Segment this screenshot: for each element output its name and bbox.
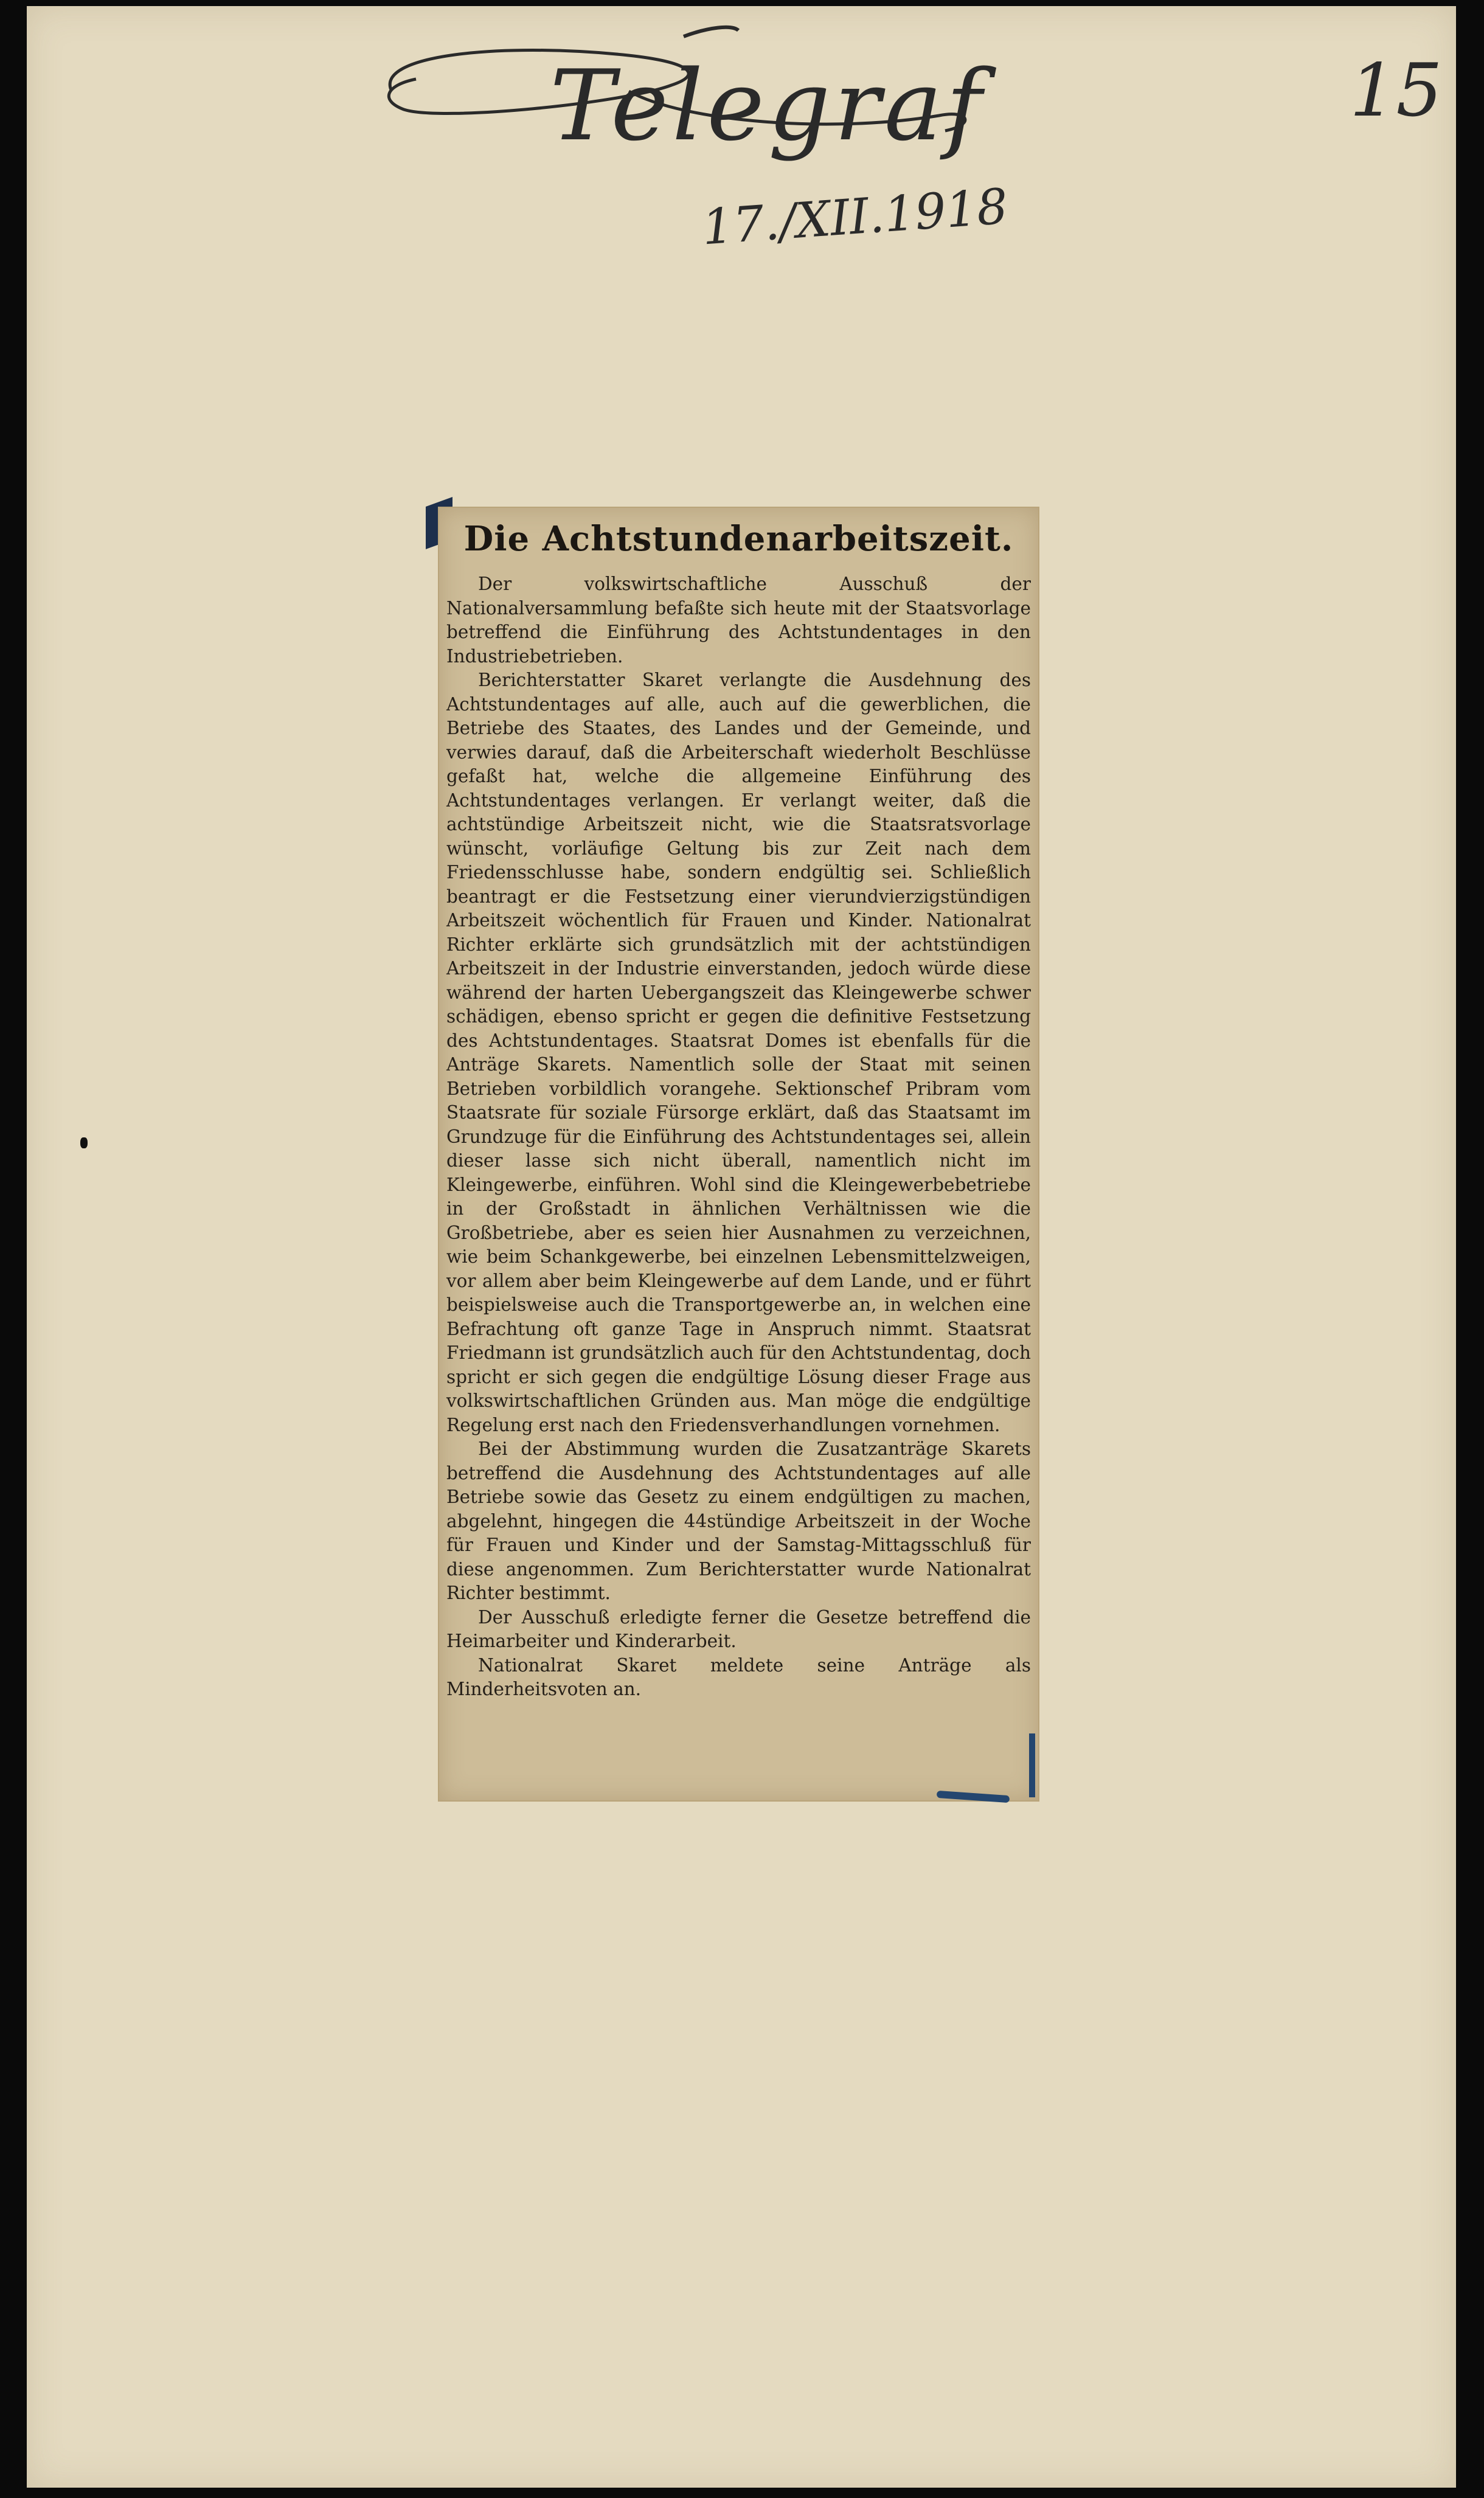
clipping-headline: Die Achtstundenarbeitszeit. xyxy=(463,519,1014,559)
article-paragraph: Nationalrat Skaret meldete seine Anträge als Minderheitsvoten an. xyxy=(446,1654,1031,1699)
article-paragraph: Bei der Abstimmung wurden die Zusatzanträge Skarets betreffend die Ausdehnung des Achtstundentages auf alle Betriebe sowie das Gesetz zu einem endgültigen zu machen, abgelehnt, hingegen die 44stündige Arbeitszeit in der Woche für Frauen und Kinder und der Samstag-Mittagsschluß für diese angenommen. Zum Berichterstatter wurde Nationalrat Richter bestimmt. xyxy=(446,1438,1031,1603)
clipping-article xyxy=(446,572,1031,1702)
handwritten-page-number: 15 xyxy=(1350,49,1443,133)
article-paragraph: Der volkswirtschaftliche Ausschuß der Nationalversammlung befaßte sich heute mit der Staatsvorlage betreffend die Einführung des Achtstundentages in den Industriebetrieben. xyxy=(446,574,1031,667)
ink-mark xyxy=(80,1137,88,1148)
blue-pencil-mark xyxy=(1029,1733,1035,1797)
newspaper-clipping xyxy=(439,508,1038,1800)
handwritten-newspaper-name: Telegraf xyxy=(550,49,986,162)
handwritten-date: 17./XII.1918 xyxy=(700,178,1010,256)
article-paragraph: Berichterstatter Skaret verlangte die Ausdehnung des Achtstundentages auf alle, auch auf die gewerblichen, die Betriebe des Staates, des Landes und der Gemeinde, und verwies darauf, daß die Arbeiterschaft wiederholt Beschlüsse gefaßt hat, welche die allgemeine Einführung des Achtstundentages verlangen. Er verlangt weiter, daß die achtstündige Arbeitszeit nicht, wie die Staatsratsvorlage wünscht, vorläufige Geltung bis zur Zeit nach dem Friedensschlusse habe, sondern endgültig sei. Schließlich beantragt er die Festsetzung einer vierundvierzigstündigen Arbeitszeit wöchentlich für Frauen und Kinder. Nationalrat Richter erklärte sich grundsätzlich mit der achtstündigen Arbeitszeit in der Industrie einverstanden, jedoch würde diese während der harten Uebergangszeit das Kleingewerbe schwer schädigen, ebenso spricht er gegen die definitive Festsetzung des Achtstundentages. Staatsrat Domes ist ebenfalls für die Anträge Skarets. Namentlich solle der Staat mit seinen Betrieben vorbildlich vorangehe. Sektionschef Pribram vom Staatsrate für soziale Fürsorge erklärt, daß das Staatsamt im Grundzuge für die Einführung des Achtstundentages sei, allein dieser lasse sich nicht überall, namentlich nicht im Kleingewerbe, einführen. Wohl sind die Kleingewerbebetriebe in der Großstadt in ähnlichen Verhältnissen wie die Großbetriebe, aber es seien hier Ausnahmen zu verzeichnen, wie beim Schankgewerbe, bei einzelnen Lebensmittelzweigen, vor allem aber beim Kleingewerbe auf dem Lande, und er führt beispielsweise auch die Transportgewerbe an, in welchen eine Befrachtung oft ganze Tage in Anspruch nimmt. Staatsrat Friedmann ist grundsätzlich auch für den Achtstundentag, doch spricht er sich gegen die endgültige Lösung dieser Frage aus volkswirtschaftlichen Gründen aus. Man möge die endgültige Regelung erst nach den Friedensverhandlungen vornehmen. xyxy=(446,670,1031,1435)
article-paragraph: Der Ausschuß erledigte ferner die Gesetze betreffend die Heimarbeiter und Kinderarbeit. xyxy=(446,1606,1031,1651)
